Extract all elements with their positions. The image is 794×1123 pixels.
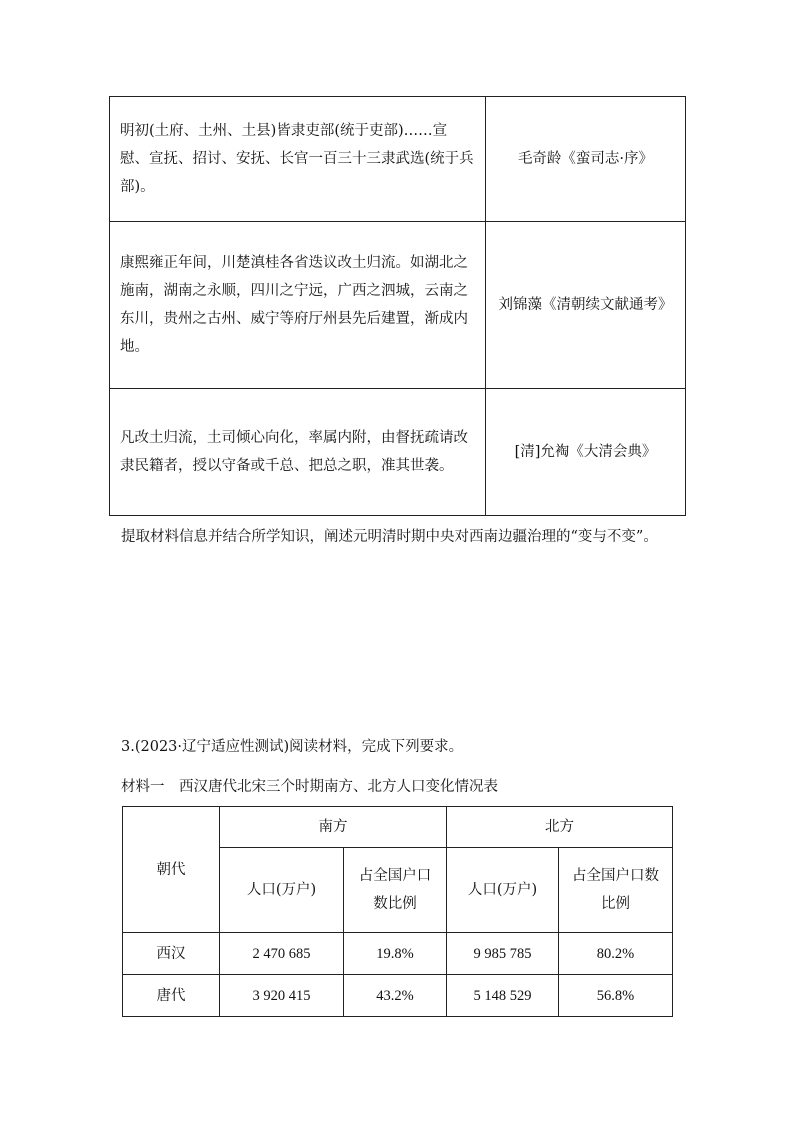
cell-south-ratio: 19.8% (344, 933, 447, 975)
question-3-title: 3.(2023·辽宁适应性测试)阅读材料，完成下列要求。 (121, 739, 464, 755)
material-title: 材料一 西汉唐代北宋三个时期南方、北方人口变化情况表 (121, 779, 498, 795)
source-text: 明初(土府、土州、土县)皆隶吏部(统于吏部)……宣慰、宣抚、招讨、安抚、长官一百三十三隶武选(统于兵部)。 (110, 97, 486, 222)
source-citation: 刘锦藻《清朝续文献通考》 (486, 222, 686, 389)
source-row (110, 389, 686, 516)
source-table (109, 96, 686, 516)
cell-dynasty: 西汉 (123, 933, 220, 975)
subheader-south-pop: 人口(万户) (220, 848, 344, 933)
subheader-north-pop: 人口(万户) (447, 848, 559, 933)
source-text: 凡改土归流，土司倾心向化，率属内附，由督抚疏请改隶民籍者，授以守备或千总、把总之职，准其世袭。 (110, 389, 486, 516)
header-dynasty: 朝代 (123, 807, 220, 933)
subheader-south-ratio: 占全国户口数比例 (344, 848, 447, 933)
source-text: 康熙雍正年间，川楚滇桂各省迭议改土归流。如湖北之施南，湖南之永顺，四川之宁远，广西之泗城，云南之东川，贵州之古州、威宁等府厅州县先后建置，渐成内地。 (110, 222, 486, 389)
header-north: 北方 (447, 807, 673, 848)
cell-north-pop: 9 985 785 (447, 933, 559, 975)
cell-north-ratio: 80.2% (559, 933, 673, 975)
subheader-north-ratio: 占全国户口数比例 (559, 848, 673, 933)
table-row (123, 933, 673, 975)
header-south: 南方 (220, 807, 447, 848)
source-row (110, 222, 686, 389)
table-row (123, 975, 673, 1017)
cell-south-pop: 2 470 685 (220, 933, 344, 975)
cell-north-ratio: 56.8% (559, 975, 673, 1017)
source-citation: 毛奇龄《蛮司志·序》 (486, 97, 686, 222)
cell-north-pop: 5 148 529 (447, 975, 559, 1017)
header-row (123, 807, 673, 848)
question-text: 提取材料信息并结合所学知识，阐述元明清时期中央对西南边疆治理的“变与不变”。 (121, 529, 658, 545)
cell-south-ratio: 43.2% (344, 975, 447, 1017)
source-row (110, 97, 686, 222)
cell-dynasty: 唐代 (123, 975, 220, 1017)
source-citation: [清]允裪《大清会典》 (486, 389, 686, 516)
population-table (122, 806, 673, 1017)
cell-south-pop: 3 920 415 (220, 975, 344, 1017)
